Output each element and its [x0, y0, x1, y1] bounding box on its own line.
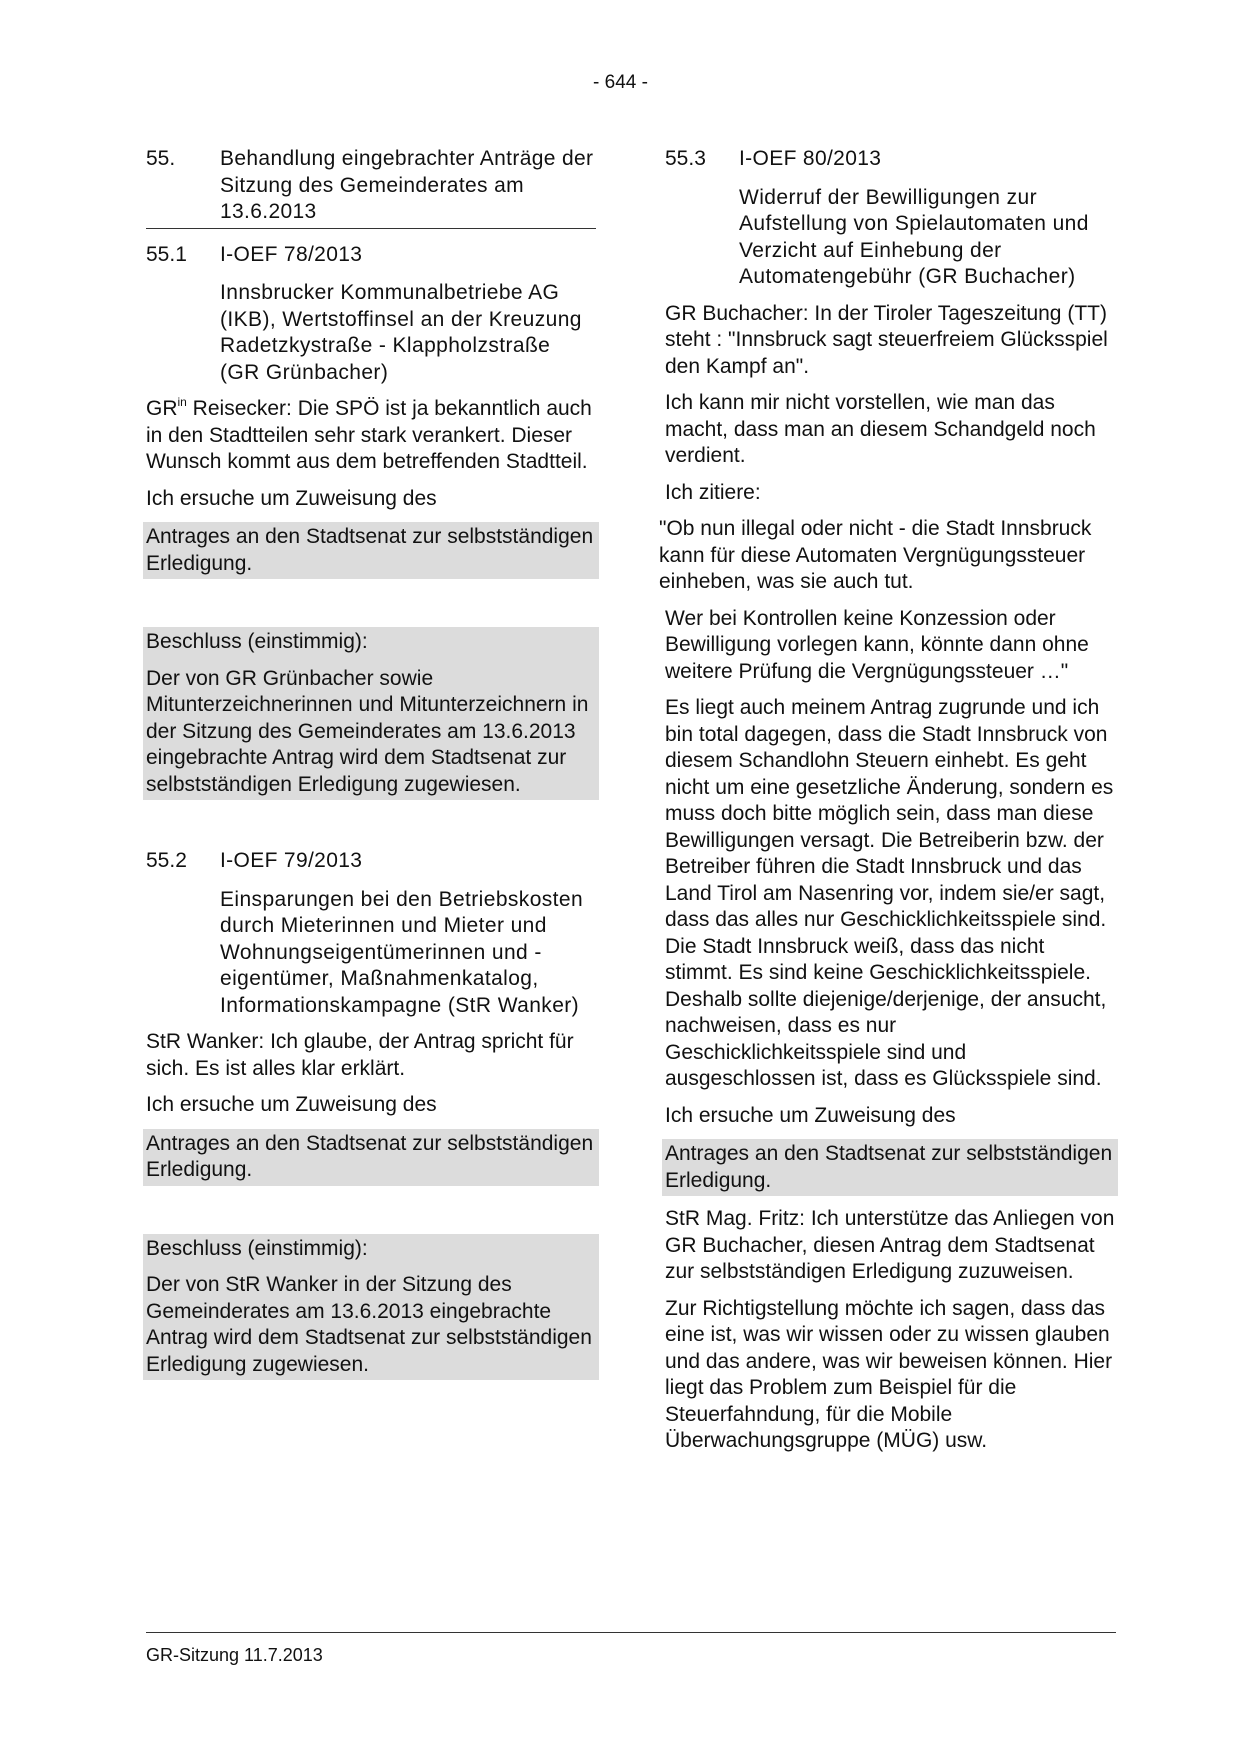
speech-text: Reisecker: Die SPÖ ist ja bekanntlich auch in den Stadtteilen sehr stark verankert. Dieser Wunsch kommt aus dem betreffenden Stadtteil. — [146, 397, 592, 473]
decision-label: Beschluss (einstimmig): — [146, 1236, 368, 1260]
item-subject: Einsparungen bei den Betriebskosten durch Mieterinnen und Mieter und Wohnungseigentümerinnen und -eigentümer, Maßnahmenkatalog, Informationskampagne (StR Wanker) — [220, 887, 584, 1017]
page-number: - 644 - — [593, 72, 648, 93]
decision-text: Der von StR Wanker in der Sitzung des Gemeinderates am 13.6.2013 eingebrachte Antrag wird dem Stadtsenat zur selbstständigen Erledigung zugewiesen. — [146, 1273, 592, 1376]
speaker-title-suffix: in — [177, 395, 187, 409]
request-text: Ich ersuche um Zuweisung des — [146, 1093, 437, 1116]
spacer — [146, 579, 596, 627]
item-number: 55.1 — [146, 242, 187, 266]
paragraph: Ich zitiere: — [665, 480, 761, 504]
paragraph: Ich kann mir nicht vorstellen, wie man das macht, dass man an diesem Schandgeld noch verdient. — [665, 391, 1096, 467]
item-number: 55.3 — [665, 147, 706, 170]
item-subject: Innsbrucker Kommunalbetriebe AG (IKB), Wertstoffinsel an der Kreuzung Radetzkystraße - Klappholzstraße (GR Grünbacher) — [220, 281, 582, 384]
paragraph: Es liegt auch meinem Antrag zugrunde und ich bin total dagegen, dass die Stadt Innsbruck von diesem Schandlohn Steuern einhebt. Es geht nicht um eine gesetzliche Änderung, sondern es muss doch bitte möglich sein, dass man diese Bewilligungen versagt. Die Betreiberin bzw. der Betreiber führen die Stadt Innsbruck und das Land Tirol am Nasenring vor, indem sie/er sagt, dass das alles nur Geschicklichkeitsspiele sind. Die Stadt Innsbruck weiß, dass das nicht stimmt. Es sind keine Geschicklichkeitsspiele. Deshalb sollte diejenige/derjenige, der ansucht, nachweisen, dass es nur Geschicklichkeitsspiele sind und ausgeschlossen ist, dass es Glücksspiele sind. — [665, 696, 1114, 1090]
item-number: 55.2 — [146, 849, 187, 872]
section-55-heading — [146, 146, 596, 229]
item-55-2-heading — [146, 848, 596, 875]
request-shaded: Antrages an den Stadtsenat zur selbstständigen Erledigung. — [662, 1139, 1118, 1196]
speech-buchacher: GR Buchacher: In der Tiroler Tageszeitung (TT) steht : "Innsbruck sagt steuerfreiem Glücksspiel den Kampf an". — [665, 301, 1108, 378]
footer-divider — [146, 1632, 1116, 1633]
spacer — [146, 800, 596, 848]
speech-wanker: StR Wanker: Ich glaube, der Antrag spricht für sich. Es ist alles klar erklärt. — [146, 1030, 574, 1080]
decision-block — [143, 627, 599, 800]
left-column — [146, 146, 596, 1380]
spacer — [146, 1186, 596, 1234]
request-shaded: Antrages an den Stadtsenat zur selbstständigen Erledigung. — [143, 1129, 599, 1186]
item-id: I-OEF 78/2013 — [220, 242, 363, 266]
section-title: Behandlung eingebrachter Anträge der Sitzung des Gemeinderates am 13.6.2013 — [220, 147, 594, 223]
right-column — [659, 146, 1115, 1455]
request-shaded: Antrages an den Stadtsenat zur selbstständigen Erledigung. — [143, 522, 599, 579]
footer-text: GR-Sitzung 11.7.2013 — [146, 1645, 323, 1665]
decision-label: Beschluss (einstimmig): — [146, 630, 368, 653]
decision-block — [143, 1234, 599, 1381]
paragraph: Zur Richtigstellung möchte ich sagen, dass das eine ist, was wir wissen oder zu wissen glauben und das andere, was wir beweisen können. Hier liegt das Problem zum Beispiel für die Steuerfahndung, für die Mobile Überwachungsgruppe (MÜG) usw. — [665, 1296, 1113, 1452]
speaker-title: GR — [146, 397, 178, 420]
speech-fritz: StR Mag. Fritz: Ich unterstütze das Anliegen von GR Buchacher, diesen Antrag dem Stadtsenat zur selbstständigen Erledigung zuzuweisen. — [665, 1207, 1115, 1283]
item-55-1-heading — [146, 242, 596, 269]
item-subject: Widerruf der Bewilligungen zur Aufstellung von Spielautomaten und Verzicht auf Einhebung der Automatengebühr (GR Buchacher) — [739, 185, 1089, 288]
section-number: 55. — [146, 147, 176, 170]
request-text: Ich ersuche um Zuweisung des — [146, 486, 437, 510]
item-55-3-heading — [665, 146, 1115, 173]
item-id: I-OEF 80/2013 — [739, 147, 882, 170]
item-id: I-OEF 79/2013 — [220, 849, 363, 872]
decision-text: Der von GR Grünbacher sowie Mitunterzeichnerinnen und Mitunterzeichnern in der Sitzung des Gemeinderates am 13.6.2013 eingebrachte Antrag wird dem Stadtsenat zur selbstständigen Erledigung zugewiesen. — [146, 666, 589, 796]
paragraph: Wer bei Kontrollen keine Konzession oder Bewilligung vorlegen kann, könnte dann ohne weitere Prüfung die Vergnügungssteuer …" — [665, 606, 1089, 683]
quotation: "Ob nun illegal oder nicht - die Stadt Innsbruck kann für diese Automaten Vergnügungssteuer einheben, was sie auch tut. — [659, 517, 1092, 593]
speech-reisecker — [146, 396, 596, 476]
request-text: Ich ersuche um Zuweisung des — [665, 1103, 956, 1127]
